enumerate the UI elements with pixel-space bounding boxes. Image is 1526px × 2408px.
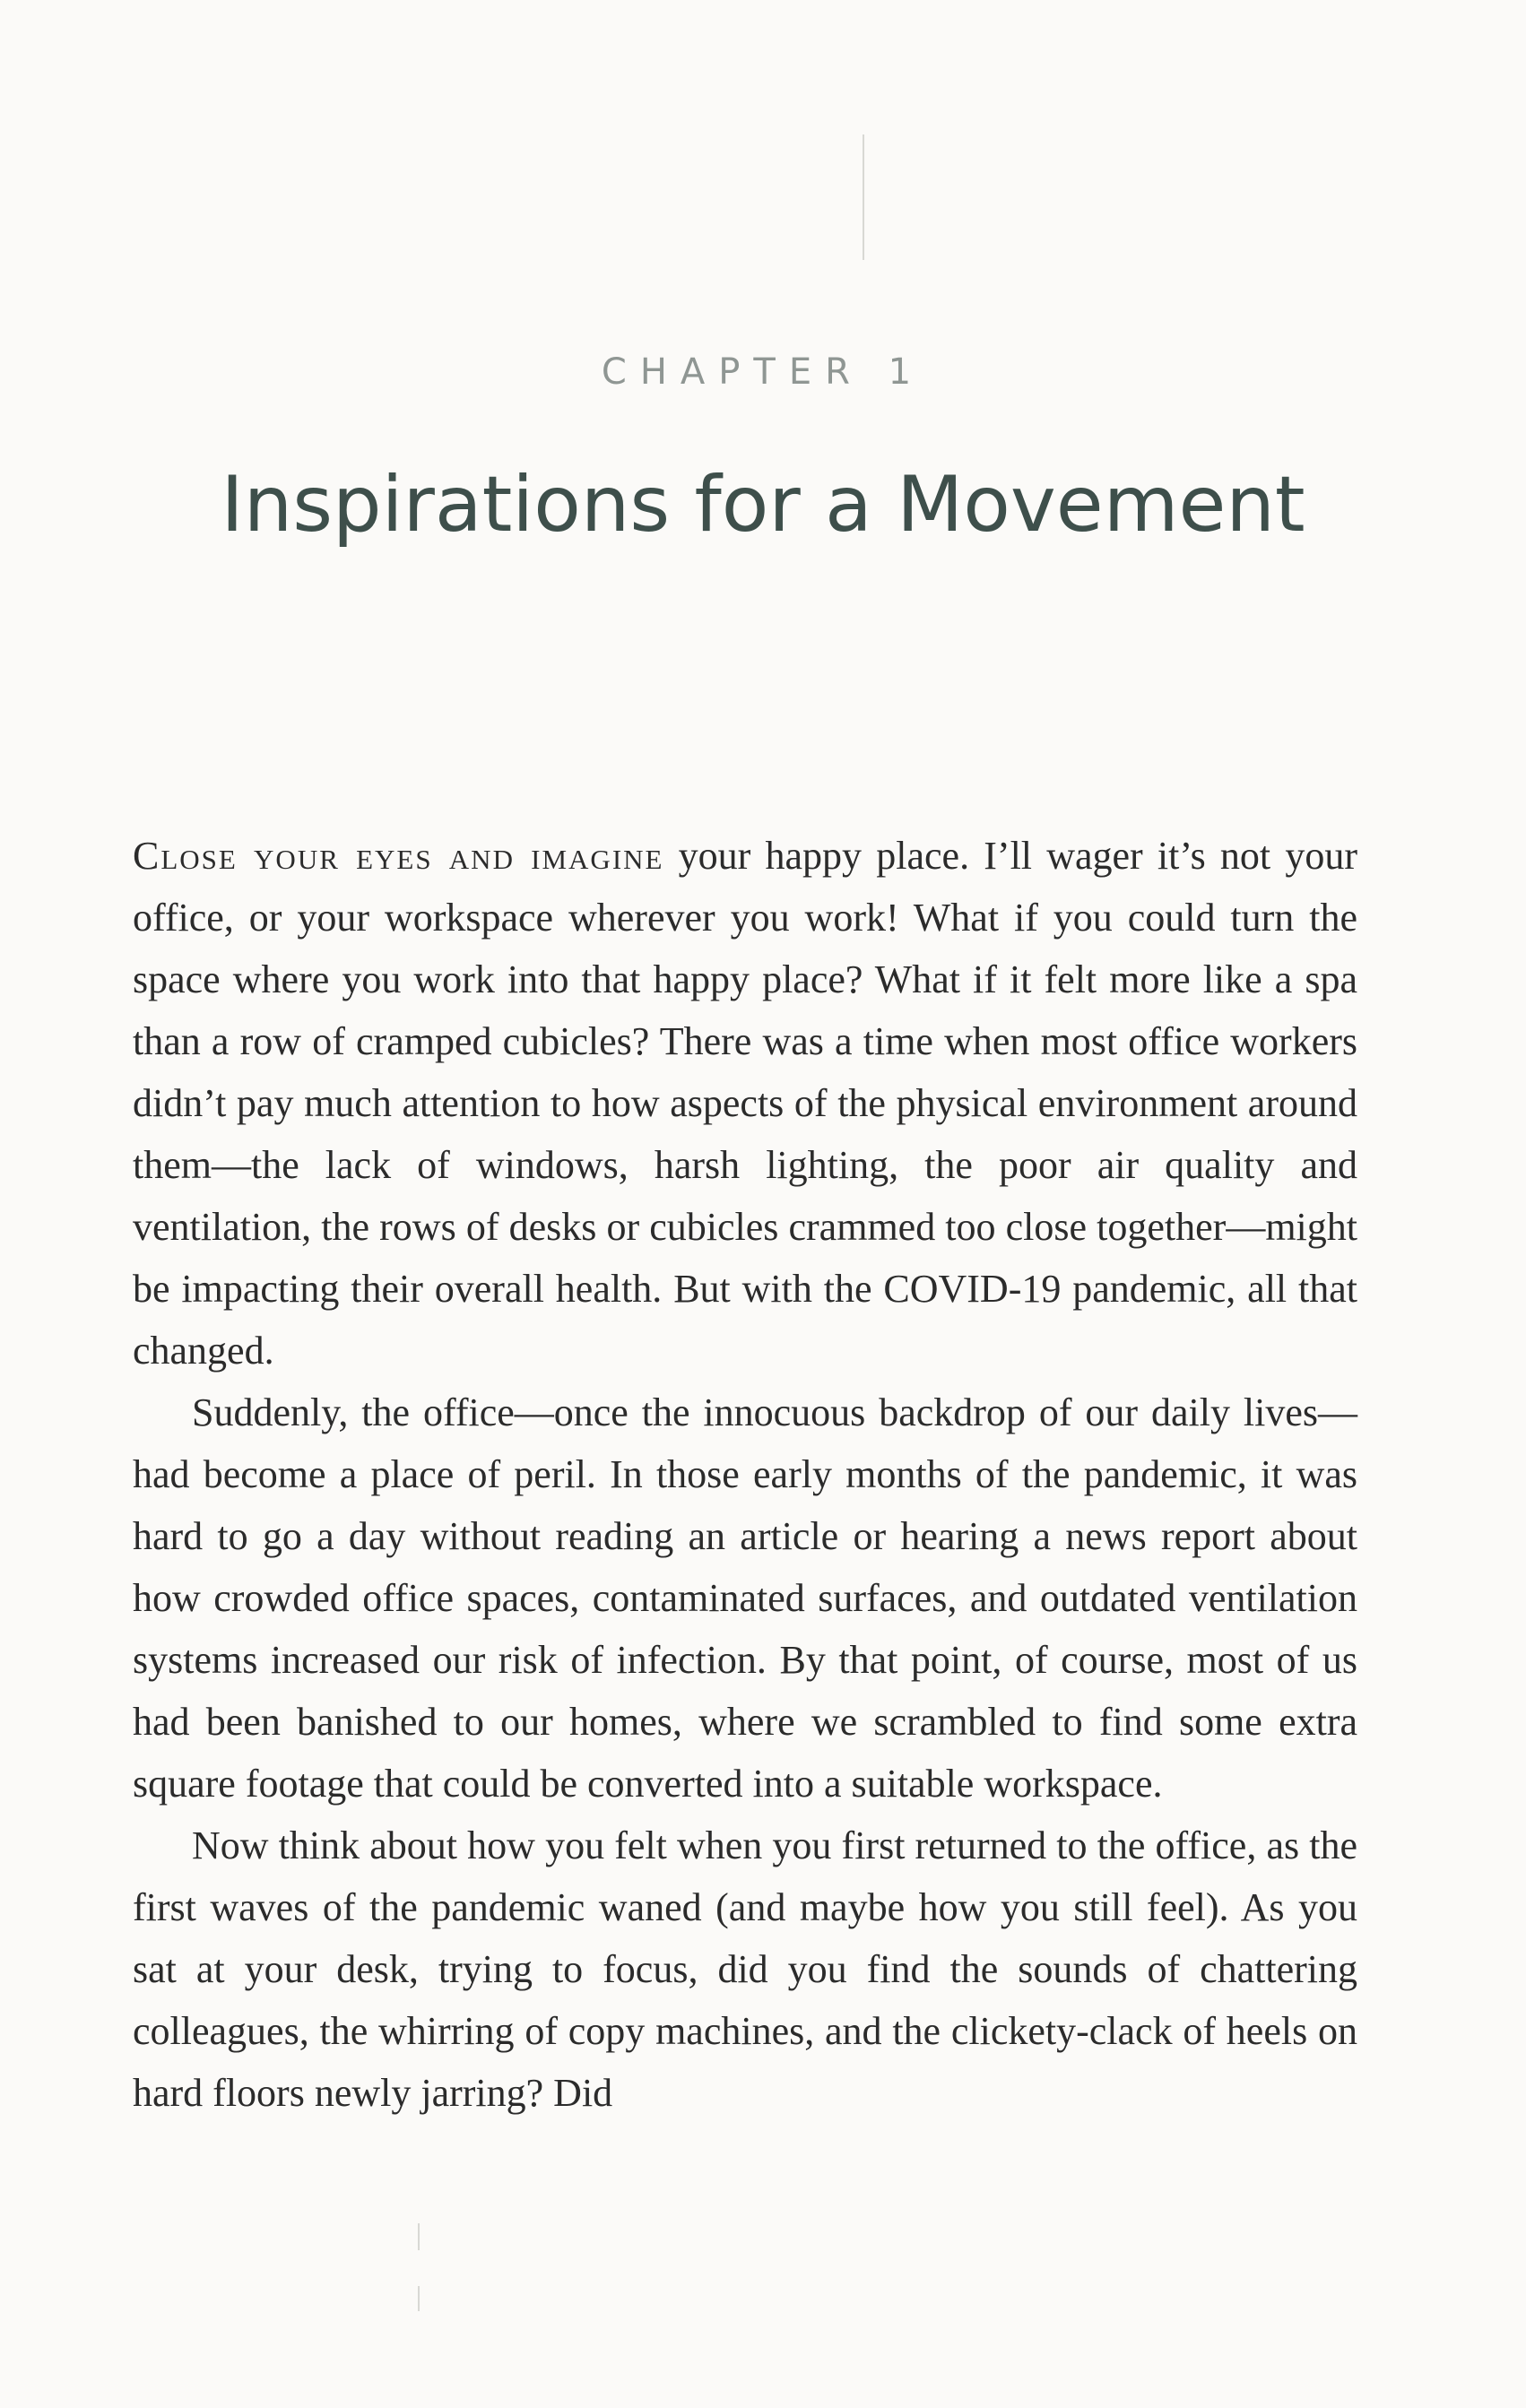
paragraph-3: Now think about how you felt when you first returned to the office, as the first waves of the pandemic waned (and maybe how you still feel). As you sat at your desk, trying to focus, did you find the sounds of chattering colleagues, the whirring of copy machines, and the clickety-clack of heels on hard floors newly jarring? Did <box>133 1823 1357 2115</box>
paragraph-2: Suddenly, the office—once the innocuous backdrop of our daily lives—had become a place of peril. In those early months of the pandemic, it was hard to go a day without reading an article or hearing a news report about how crowded office spaces, contaminated surfaces, and outdated ventilation systems increased our risk of infection. By that point, of course, most of us had been banished to our homes, where we scrambled to find some extra square footage that could be converted into a suitable workspace. <box>133 1390 1357 1806</box>
scan-mark <box>418 2286 420 2311</box>
body-text <box>133 825 1357 2124</box>
scan-mark <box>418 2223 420 2250</box>
chapter-title: Inspirations for a Movement <box>221 460 1305 550</box>
chapter-label: CHAPTER 1 <box>601 351 925 393</box>
paragraph-1-text: your happy place. I’ll wager it’s not your office, or your workspace wherever you work! What if you could turn the space where you work into that happy place? What if it felt more like a spa than a row of cramped cubicles? There was a time when most office workers didn’t pay much attention to how aspects of the physical environment around them—the lack of windows, harsh lighting, the poor air quality and ventilation, the rows of desks or cubicles crammed too close together—might be impacting their overall health. But with the COVID-19 pandemic, all that changed. <box>133 834 1357 1373</box>
paragraph-1 <box>133 825 1357 1382</box>
opening-small-caps: Close your eyes and imagine <box>133 834 664 878</box>
scan-mark <box>863 134 864 260</box>
